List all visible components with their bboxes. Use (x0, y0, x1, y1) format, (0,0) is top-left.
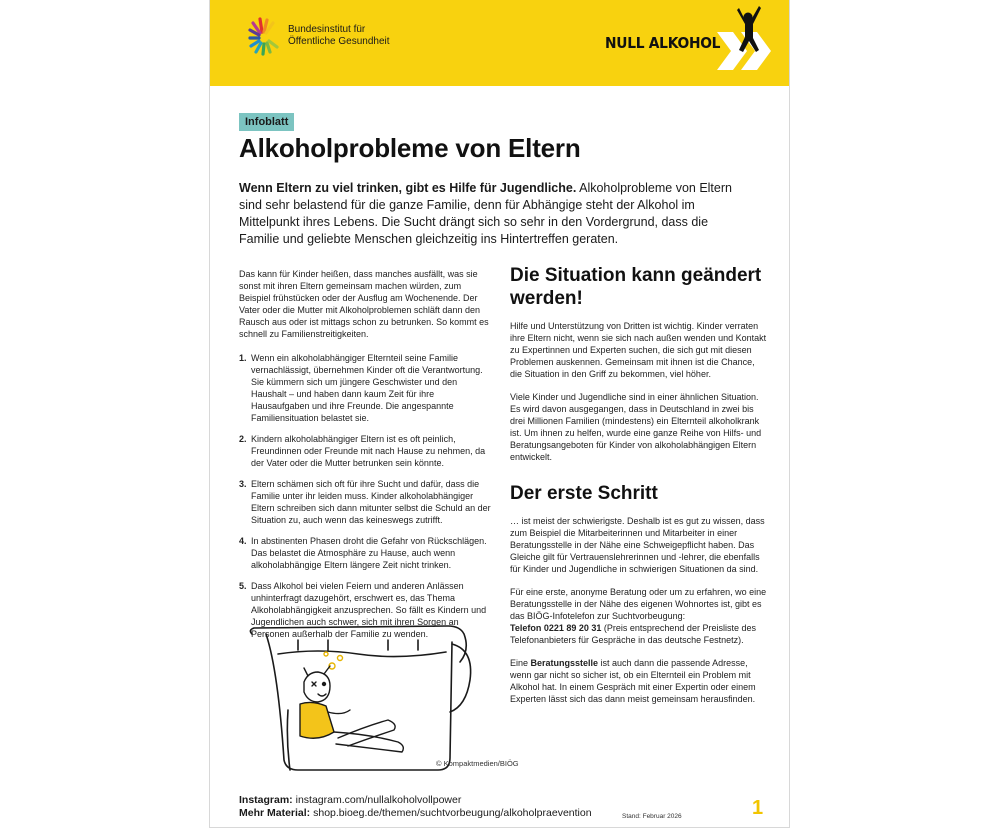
institute-logo-icon (248, 16, 282, 56)
list-number: 3. (239, 479, 247, 489)
institute-name (288, 24, 438, 48)
lead-bold: Wenn Eltern zu viel trinken, gibt es Hilfe für Jugendliche. (239, 181, 577, 195)
paragraph (510, 657, 768, 705)
footer-material (239, 807, 779, 820)
list-number: 4. (239, 536, 247, 546)
list-text: Wenn ein alkoholabhängiger Elternteil seine Familie vernachlässigt, übernehmen Kinder oft die Verantwortung. Sie kümmern sich um jüngere Geschwister und den Haushalt – und haben dann kaum Zeit für ihre Hausaufgaben und ihre Freunde. Die angespannte Familiensituation belastet sie. (251, 353, 483, 423)
null-alkohol-logo (605, 10, 785, 80)
hotline-intro: Für eine erste, anonyme Beratung oder um zu erfahren, wo eine Beratungsstelle in der Nähe des eigenen Wohnortes ist, gibt es das BIÖG-Infotelefon zur Suchtvorbeugung: (510, 587, 767, 621)
list-number: 5. (239, 581, 247, 591)
list-number: 1. (239, 353, 247, 363)
image-credit: © Kompaktmedien/BIÖG (436, 759, 519, 768)
hotline-number: Telefon 0221 89 20 31 (510, 623, 602, 633)
left-column (239, 268, 494, 649)
instagram-label: Instagram: (239, 794, 293, 806)
material-link[interactable]: shop.bioeg.de/themen/suchtvorbeugung/alkoholpraevention (310, 807, 592, 819)
lead-paragraph (239, 180, 739, 248)
section-heading-first-step: Der erste Schritt (510, 483, 658, 504)
list-text: Kindern alkoholabhängiger Eltern ist es oft peinlich, Freundinnen oder Freunde mit nach Hause zu nehmen, da der Vater oder die Mutter betrunken sein könnte. (251, 434, 486, 468)
lead-text: Alkoholprobleme von Eltern sind sehr belastend für die ganze Familie, denn für Abhängige steht der Alkohol im Mittelpunkt ihres Lebens. Die Sucht drängt sich so sehr in den Vordergrund, dass die Familie und geliebte Menschen gleichzeitig ins Hintertreffen geraten. (239, 181, 732, 246)
hotline-note: (Preis entsprechend der Preisliste des Telefonanbieters für Gespräche in das deutsche Festnetz). (510, 623, 756, 645)
paragraph: … ist meist der schwierigste. Deshalb ist es gut zu wissen, dass zum Beispiel die Mitarbeiterinnen und Mitarbeiter in einer Beratungsstelle in der Nähe eine Schweigepflicht haben. Das Gleiche gilt für Vertrauenslehrerinnen und -lehrer, die ebenfalls für Kinder und Jugendliche in schwierigen Situationen da sind. (510, 516, 765, 574)
list-item (239, 535, 494, 571)
list-item (239, 352, 494, 424)
intro-paragraph: Das kann für Kinder heißen, dass manches ausfällt, was sie sonst mit ihren Eltern gemeinsam machen würden, zum Beispiel frühstücken oder der Ausflug am Wochenende. Der Vater oder die Mutter mit Alkoholproblemen schläft dann den Rausch aus oder ist mittags schon zu betrunken. So kommt es schnell zu Familienstreitigkeiten. (239, 269, 489, 339)
list-item (239, 433, 494, 469)
spacer (510, 474, 768, 482)
material-label: Mehr Material: (239, 807, 311, 819)
p5-post: ist auch dann die passende Adresse, wenn gar nicht so sicher ist, ob ein Elternteil ein Problem mit Alkohol hat. In einem Gespräch mit einer Expertin oder einem Experten lässt sich das dann meist gemeinsam herausfinden. (510, 658, 756, 704)
numbered-list (239, 352, 494, 640)
header-bar (210, 0, 790, 86)
footer-instagram (239, 794, 779, 807)
campaign-wordmark: NULL ALKOHOL (605, 34, 721, 52)
p5-bold: Beratungsstelle (530, 658, 599, 668)
stand-date: Stand: Februar 2026 (622, 813, 682, 820)
infoblatt-badge: Infoblatt (239, 113, 294, 131)
list-text: Dass Alkohol bei vielen Feiern und anderen Anlässen unhinterfragt dazugehört, erschwert es, das Thema Alkoholabhängigkeit anzusprechen. So fällt es Kindern und Jugendlichen auch schwer, sich mit ihren Sorgen an Personen außerhalb der Familie zu wenden. (251, 581, 487, 639)
document-page (209, 0, 790, 828)
paragraph: Hilfe und Unterstützung von Dritten ist wichtig. Kinder verraten ihre Eltern nicht, wenn sie sich nach außen wenden und Kontakt zu Expertinnen und Experten suchen, die sich gut mit diesen Problemen auskennen. Gemeinsam mit ihnen ist die Chance, die Situation in den Griff zu bekommen, viel höher. (510, 321, 767, 379)
instagram-link[interactable]: instagram.com/nullalkoholvollpower (292, 794, 462, 806)
page-number: 1 (752, 797, 764, 819)
institute-logo (248, 16, 438, 56)
institute-name-line1: Bundesinstitut für (288, 24, 366, 35)
measuring-cup-illustration (238, 620, 478, 772)
footer (239, 794, 779, 820)
right-column (510, 264, 768, 716)
list-text: In abstinenten Phasen droht die Gefahr von Rückschlägen. Das belastet die Atmosphäre zu Hause, auch wenn alkoholabhängige Eltern längere Zeit nicht trinken. (251, 536, 487, 570)
paragraph (510, 586, 768, 646)
list-number: 2. (239, 434, 247, 444)
page-title: Alkoholprobleme von Eltern (239, 133, 581, 163)
p5-pre: Eine (510, 658, 531, 668)
list-text: Eltern schämen sich oft für ihre Sucht und dafür, dass die Familie unter ihr leiden muss. Kinder alkoholabhängiger Eltern schreiben sich dann mitunter selbst die Schuld an der Situation zu, auch wenn das keineswegs zutrifft. (251, 479, 491, 525)
list-item (239, 478, 494, 526)
section-heading-situation: Die Situation kann geändert werden! (510, 265, 762, 309)
paragraph: Viele Kinder und Jugendliche sind in einer ähnlichen Situation. Es wird davon ausgegangen, dass in Deutschland in zwei bis drei Millionen Familien (mindestens) ein Elternteil alkoholkrank ist. Um ihnen zu helfen, wurde eine ganze Reihe von Hilfs- und Beratungsangeboten für Kinder von alkoholabhängigen Eltern entwickelt. (510, 392, 762, 462)
jumping-person-icon (729, 4, 769, 70)
institute-name-line2: Öffentliche Gesundheit (288, 36, 390, 47)
